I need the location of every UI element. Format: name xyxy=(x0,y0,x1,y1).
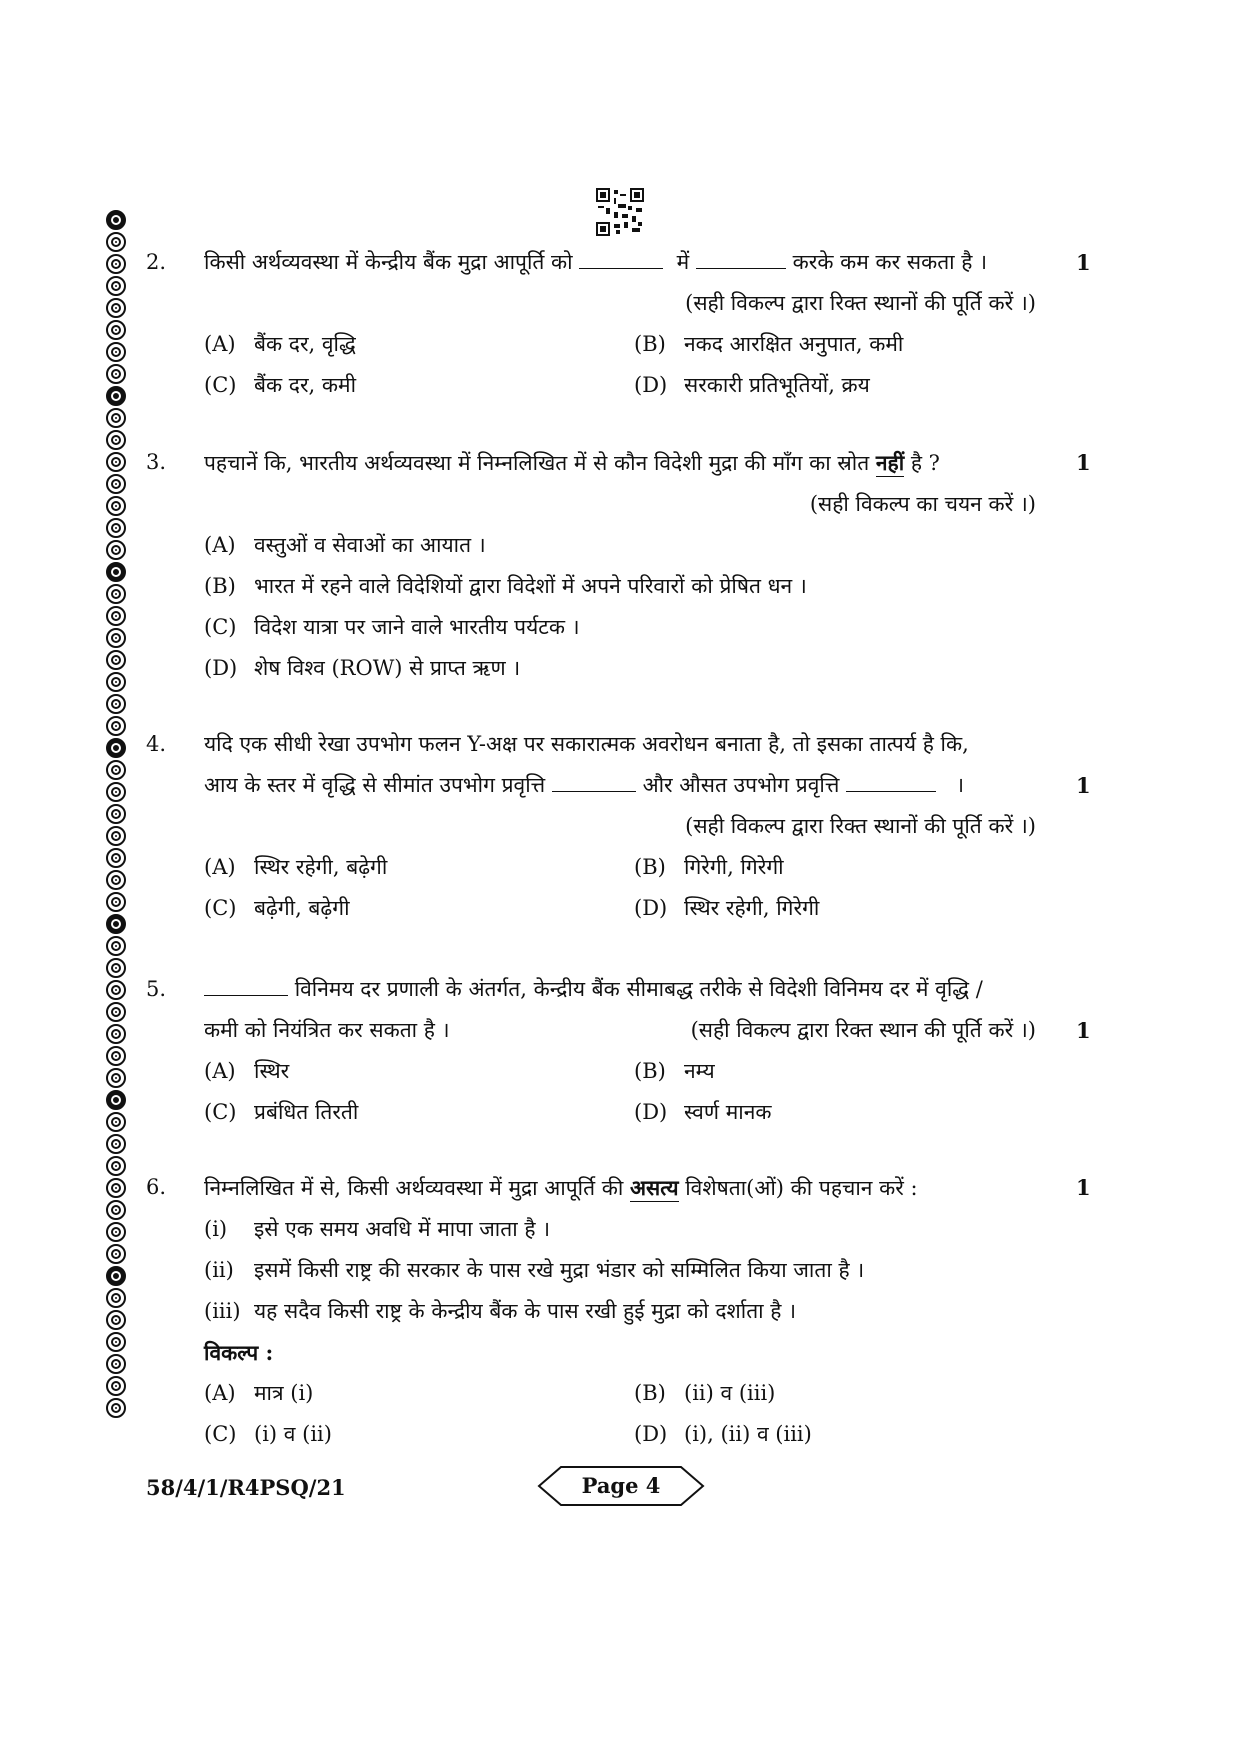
question-marks: 1 xyxy=(1076,1018,1091,1043)
ring-ornament-icon xyxy=(106,936,126,956)
ring-ornament-icon xyxy=(106,1354,126,1374)
question-text-line1: विनिमय दर प्रणाली के अंतर्गत, केन्द्रीय बैंक सीमाबद्ध तरीके से विदेशी विनिमय दर में वृद्धि / xyxy=(204,969,1036,1010)
paper-code: 58/4/1/R4PSQ/21 xyxy=(146,1475,346,1500)
option-d[interactable]: (D) स्वर्ण मानक xyxy=(634,1100,772,1124)
question-text-line2: आय के स्तर में वृद्धि से सीमांत उपभोग प्रवृत्ति और औसत उपभोग प्रवृत्ति । xyxy=(204,765,1036,806)
question-marks: 1 xyxy=(1076,450,1091,475)
ring-ornament-icon xyxy=(106,628,126,648)
option-d[interactable]: (D) स्थिर रहेगी, गिरेगी xyxy=(634,896,820,920)
qr-code-icon xyxy=(596,188,644,236)
question-marks: 1 xyxy=(1076,773,1091,798)
ring-ornament-icon xyxy=(106,1222,126,1242)
ring-ornament-icon xyxy=(106,1376,126,1396)
question-text-line1: यदि एक सीधी रेखा उपभोग फलन Y-अक्ष पर सकारात्मक अवरोधन बनाता है, तो इसका तात्पर्य है कि, xyxy=(204,732,969,756)
question-number: 3. xyxy=(146,450,167,474)
ring-ornament-icon xyxy=(106,342,126,362)
ring-ornament-icon xyxy=(106,782,126,802)
ring-ornament-icon xyxy=(106,892,126,912)
ring-ornament-icon xyxy=(106,694,126,714)
question-marks: 1 xyxy=(1076,250,1091,275)
question-text-line2: कमी को नियंत्रित कर सकता है । (सही विकल्प द्वारा रिक्त स्थान की पूर्ति करें ।) xyxy=(204,1010,1036,1051)
ring-ornament-icon xyxy=(106,364,126,384)
ring-ornament-icon xyxy=(106,1266,126,1286)
ring-ornament-icon xyxy=(106,232,126,252)
ring-ornament-icon xyxy=(106,298,126,318)
question-marks: 1 xyxy=(1076,1175,1091,1200)
option-b[interactable]: (B) नम्य xyxy=(634,1059,715,1083)
ring-ornament-icon xyxy=(106,276,126,296)
ring-ornament-icon xyxy=(106,958,126,978)
option-b[interactable]: (B) (ii) व (iii) xyxy=(634,1381,776,1405)
option-a[interactable]: (A) बैंक दर, वृद्धि xyxy=(204,332,356,356)
ring-ornament-icon xyxy=(106,1046,126,1066)
option-a[interactable]: (A) मात्र (i) xyxy=(204,1381,314,1405)
question-instruction: (सही विकल्प द्वारा रिक्त स्थानों की पूर्ति करें ।) xyxy=(685,291,1036,315)
ring-ornament-icon xyxy=(106,804,126,824)
ring-ornament-icon xyxy=(106,1288,126,1308)
statement-ii: (ii) इसमें किसी राष्ट्र की सरकार के पास रखे मुद्रा भंडार को सम्मिलित किया जाता है । xyxy=(204,1258,865,1282)
question-3 xyxy=(146,442,1106,689)
option-c[interactable]: (C) विदेश यात्रा पर जाने वाले भारतीय पर्यटक । xyxy=(204,615,580,639)
fill-blank xyxy=(579,244,663,269)
option-c[interactable]: (C) प्रबंधित तिरती xyxy=(204,1100,359,1124)
question-instruction: (सही विकल्प का चयन करें ।) xyxy=(809,492,1036,516)
options-grid xyxy=(204,324,1036,406)
emphasis-word: नहीं xyxy=(875,450,905,475)
margin-ring-border xyxy=(106,210,132,1420)
ring-ornament-icon xyxy=(106,672,126,692)
ring-ornament-icon xyxy=(106,606,126,626)
option-c[interactable]: (C) (i) व (ii) xyxy=(204,1422,332,1446)
ring-ornament-icon xyxy=(106,1134,126,1154)
ring-ornament-icon xyxy=(106,738,126,758)
ring-ornament-icon xyxy=(106,584,126,604)
question-text: निम्नलिखित में से, किसी अर्थव्यवस्था में मुद्रा आपूर्ति की असत्य विशेषता(ओं) की पहचान करें : xyxy=(204,1175,918,1200)
ring-ornament-icon xyxy=(106,1244,126,1264)
page-label: Page 4 xyxy=(581,1473,661,1498)
ring-ornament-icon xyxy=(106,1156,126,1176)
ring-ornament-icon xyxy=(106,1332,126,1352)
statement-i: (i) इसे एक समय अवधि में मापा जाता है । xyxy=(204,1217,551,1241)
ring-ornament-icon xyxy=(106,320,126,340)
choices-heading: विकल्प : xyxy=(204,1340,274,1365)
ring-ornament-icon xyxy=(106,254,126,274)
question-number: 5. xyxy=(146,977,167,1001)
ring-ornament-icon xyxy=(106,1310,126,1330)
question-number: 4. xyxy=(146,732,167,756)
option-d[interactable]: (D) शेष विश्व (ROW) से प्राप्त ऋण । xyxy=(204,656,521,680)
ring-ornament-icon xyxy=(106,1112,126,1132)
option-b[interactable]: (B) भारत में रहने वाले विदेशियों द्वारा विदेशों में अपने परिवारों को प्रेषित धन । xyxy=(204,574,807,598)
emphasis-word: असत्य xyxy=(630,1175,679,1200)
question-instruction: (सही विकल्प द्वारा रिक्त स्थान की पूर्ति करें ।) xyxy=(690,1018,1036,1042)
ring-ornament-icon xyxy=(106,386,126,406)
ring-ornament-icon xyxy=(106,210,126,230)
options-grid xyxy=(204,1373,1036,1455)
option-d[interactable]: (D) सरकारी प्रतिभूतियों, क्रय xyxy=(634,373,870,397)
statement-iii: (iii) यह सदैव किसी राष्ट्र के केन्द्रीय बैंक के पास रखी हुई मुद्रा को दर्शाता है । xyxy=(204,1299,797,1323)
option-a[interactable]: (A) स्थिर रहेगी, बढ़ेगी xyxy=(204,855,388,879)
option-a[interactable]: (A) स्थिर xyxy=(204,1059,290,1083)
ring-ornament-icon xyxy=(106,540,126,560)
question-number: 2. xyxy=(146,250,167,274)
question-text: पहचानें कि, भारतीय अर्थव्यवस्था में निम्नलिखित में से कौन विदेशी मुद्रा की माँग का स्रोत नहीं है ? xyxy=(204,450,940,475)
ring-ornament-icon xyxy=(106,452,126,472)
ring-ornament-icon xyxy=(106,716,126,736)
ring-ornament-icon xyxy=(106,562,126,582)
ring-ornament-icon xyxy=(106,430,126,450)
question-text: किसी अर्थव्यवस्था में केन्द्रीय बैंक मुद्रा आपूर्ति को में करके कम कर सकता है । xyxy=(204,242,1036,283)
ring-ornament-icon xyxy=(106,1178,126,1198)
ring-ornament-icon xyxy=(106,1002,126,1022)
ring-ornament-icon xyxy=(106,1024,126,1044)
ring-ornament-icon xyxy=(106,760,126,780)
question-6 xyxy=(146,1167,1106,1455)
ring-ornament-icon xyxy=(106,870,126,890)
option-c[interactable]: (C) बैंक दर, कमी xyxy=(204,373,357,397)
option-c[interactable]: (C) बढ़ेगी, बढ़ेगी xyxy=(204,896,350,920)
ring-ornament-icon xyxy=(106,826,126,846)
ring-ornament-icon xyxy=(106,518,126,538)
fill-blank xyxy=(846,767,936,792)
option-b[interactable]: (B) नकद आरक्षित अनुपात, कमी xyxy=(634,332,904,356)
fill-blank xyxy=(696,244,786,269)
ring-ornament-icon xyxy=(106,650,126,670)
fill-blank xyxy=(552,767,636,792)
page-number-badge xyxy=(537,1465,705,1507)
ring-ornament-icon xyxy=(106,1090,126,1110)
options-grid xyxy=(204,1051,1036,1133)
question-5 xyxy=(146,969,1106,1133)
question-number: 6. xyxy=(146,1175,167,1199)
fill-blank xyxy=(204,971,288,996)
option-b[interactable]: (B) गिरेगी, गिरेगी xyxy=(634,855,784,879)
option-d[interactable]: (D) (i), (ii) व (iii) xyxy=(634,1422,812,1446)
question-4 xyxy=(146,724,1106,929)
ring-ornament-icon xyxy=(106,408,126,428)
question-2 xyxy=(146,242,1106,406)
question-instruction: (सही विकल्प द्वारा रिक्त स्थानों की पूर्ति करें ।) xyxy=(685,814,1036,838)
ring-ornament-icon xyxy=(106,980,126,1000)
options-grid xyxy=(204,847,1036,929)
ring-ornament-icon xyxy=(106,474,126,494)
option-a[interactable]: (A) वस्तुओं व सेवाओं का आयात । xyxy=(204,533,486,557)
ring-ornament-icon xyxy=(106,1398,126,1418)
ring-ornament-icon xyxy=(106,1068,126,1088)
ring-ornament-icon xyxy=(106,848,126,868)
ring-ornament-icon xyxy=(106,914,126,934)
ring-ornament-icon xyxy=(106,1200,126,1220)
ring-ornament-icon xyxy=(106,496,126,516)
